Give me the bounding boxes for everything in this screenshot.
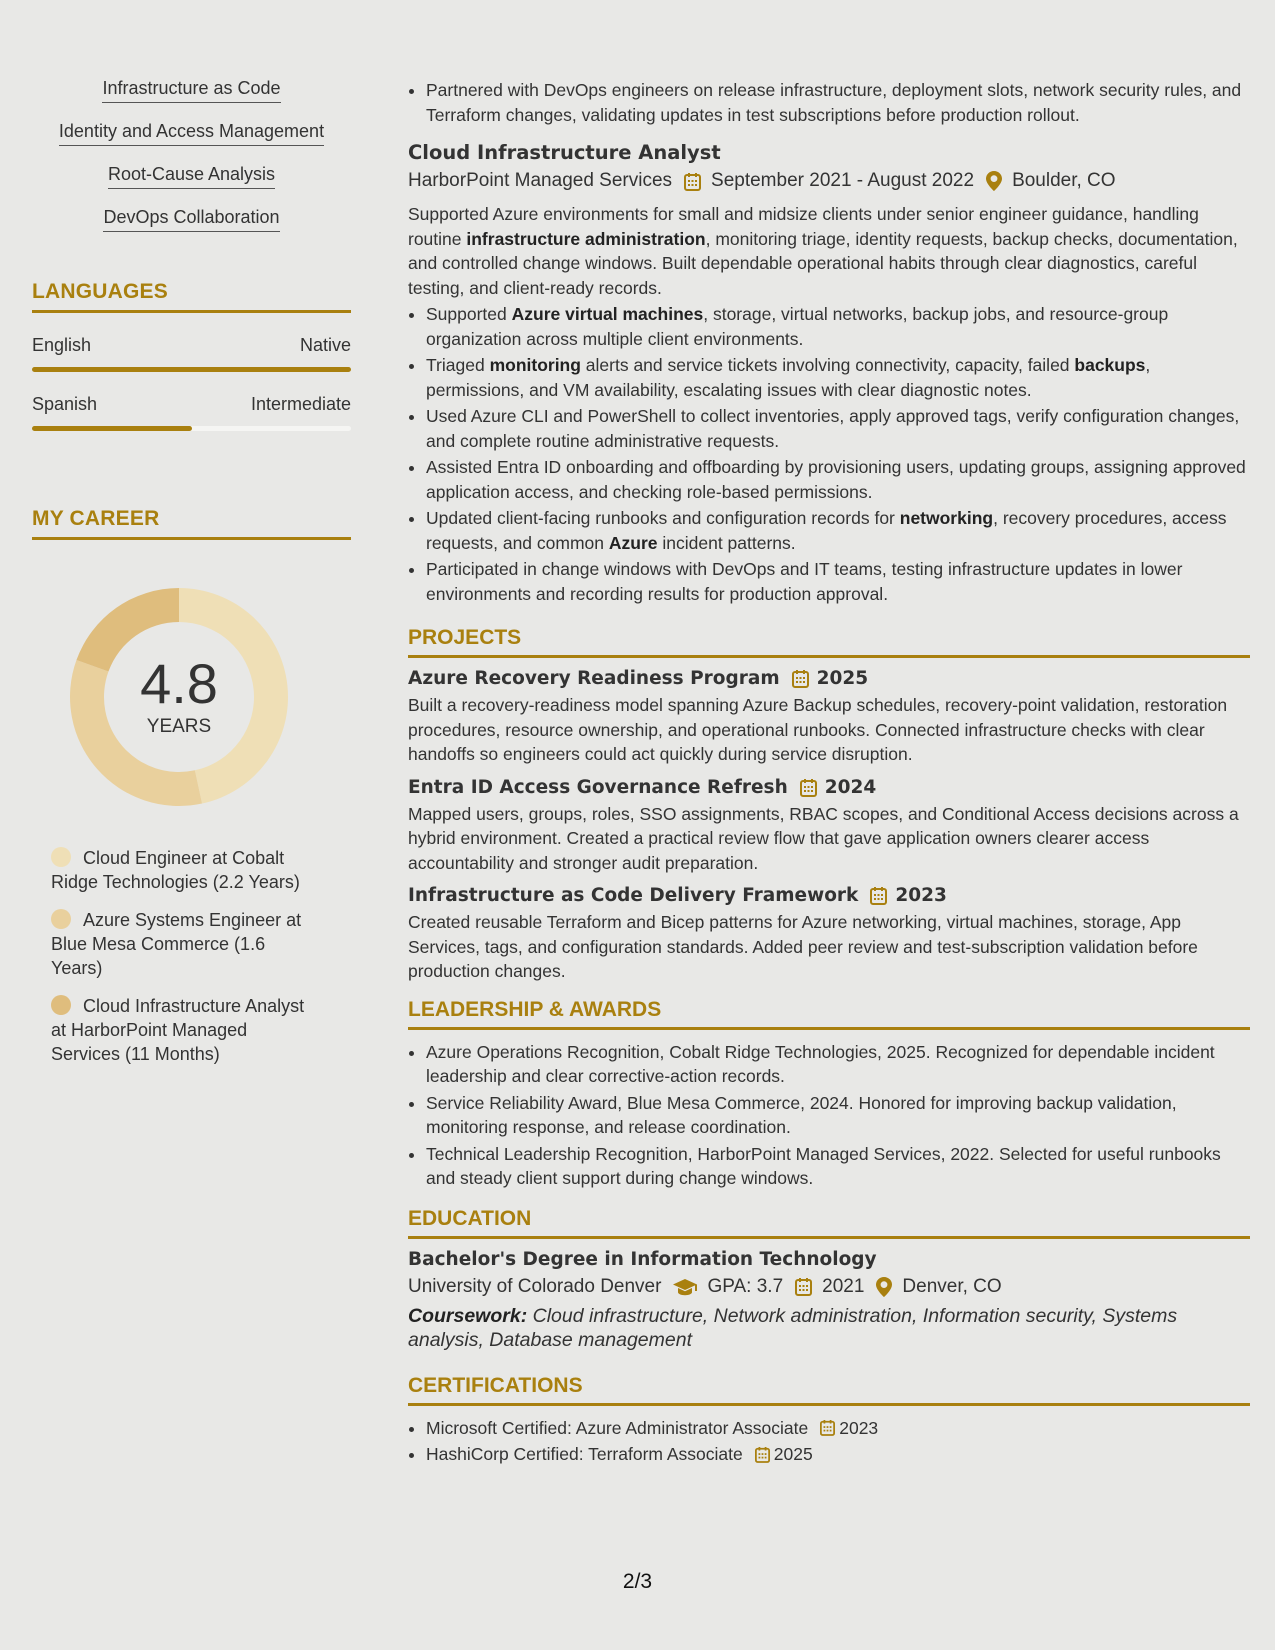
project-description: Mapped users, groups, roles, SSO assignments, RBAC scopes, and Conditional Access decisions across a hybrid environment. Created a practical review flow that gave application owners clearer access accountability and stronger audit preparation. <box>408 803 1239 873</box>
cert-name: • Microsoft Certified: Azure Administrator Associate <box>426 1417 809 1438</box>
career-total-unit: YEARS <box>146 716 212 737</box>
project-title: Infrastructure as Code Delivery Framework <box>408 885 859 906</box>
language-spanish <box>32 394 351 431</box>
project-item <box>408 668 1250 767</box>
skill-item: DevOps Collaboration <box>103 207 279 232</box>
bullet-item: • Participated in change windows with DevOps and IT teams, testing infrastructure updates in lower environments and recording results for production approval. <box>426 557 1250 606</box>
calendar-icon <box>795 1277 812 1296</box>
school-name: University of Colorado Denver <box>408 1275 662 1297</box>
project-year: 2025 <box>816 668 869 689</box>
bullet-item: • Partnered with DevOps engineers on release infrastructure, deployment slots, network security rules, and Terraform changes, validating updates in test subscriptions before production rollout. <box>426 78 1250 127</box>
degree-title: Bachelor's Degree in Information Technology <box>408 1248 877 1270</box>
graduation-cap-icon <box>673 1278 697 1296</box>
project-year: 2024 <box>824 776 877 798</box>
previous-job-bullets <box>408 78 1250 127</box>
calendar-icon <box>800 778 817 797</box>
legend-item <box>51 908 321 980</box>
awards-list <box>408 1040 1250 1191</box>
career-donut-chart <box>66 584 292 810</box>
language-level: Native <box>299 335 351 355</box>
graduation-year: 2021 <box>822 1275 865 1297</box>
legend-dot <box>51 847 71 867</box>
legend-dot <box>51 909 71 929</box>
proficiency-fill <box>32 367 351 372</box>
page-number: 2/3 <box>622 1570 653 1593</box>
calendar-icon <box>870 886 887 905</box>
project-item <box>408 885 1250 984</box>
awards-heading: LEADERSHIP & AWARDS <box>408 998 1250 1030</box>
language-name: English <box>32 335 92 355</box>
award-item: • Technical Leadership Recognition, HarborPoint Managed Services, 2022. Selected for useful runbooks and steady client support during change windows. <box>426 1142 1250 1191</box>
bullet-item: • Used Azure CLI and PowerShell to collect inventories, apply approved tags, verify configuration changes, and complete routine administrative requests. <box>426 404 1250 453</box>
award-item: • Service Reliability Award, Blue Mesa Commerce, 2024. Honored for improving backup validation, monitoring response, and release coordination. <box>426 1091 1250 1140</box>
education-heading: EDUCATION <box>408 1207 1250 1239</box>
donut-center <box>66 584 292 810</box>
certifications-heading: CERTIFICATIONS <box>408 1374 1250 1406</box>
job-meta <box>408 170 1250 192</box>
certifications-list <box>408 1416 1250 1467</box>
cert-item <box>426 1442 1250 1467</box>
project-description: Built a recovery-readiness model spanning Azure Backup schedules, recovery-point validation, restoration procedures, resource ownership, and operational runbooks. Connected infrastructure checks with clear handoffs so engineers could act quickly during service disruption. <box>408 695 1228 764</box>
sidebar <box>32 78 351 1080</box>
cert-year: 2023 <box>839 1417 879 1438</box>
cert-name: • HashiCorp Certified: Terraform Associate <box>426 1444 743 1464</box>
project-item <box>408 777 1250 876</box>
career-total-years: 4.8 <box>140 652 218 715</box>
cert-item <box>426 1416 1250 1441</box>
language-english <box>32 335 351 372</box>
legend-item <box>51 846 321 894</box>
language-level: Intermediate <box>250 394 351 414</box>
language-name: Spanish <box>32 394 98 414</box>
language-proficiency-bar <box>32 367 351 372</box>
calendar-icon <box>820 1419 835 1436</box>
calendar-icon <box>755 1446 770 1463</box>
bullet-item: • Assisted Entra ID onboarding and offboarding by provisioning users, updating groups, assigning approved application access, and checking role-based permissions. <box>426 455 1250 504</box>
coursework-label: Coursework: <box>408 1304 528 1327</box>
project-title: Entra ID Access Governance Refresh <box>408 776 788 798</box>
languages-heading: LANGUAGES <box>32 280 351 313</box>
legend-dot <box>51 995 71 1015</box>
job-title: Cloud Infrastructure Analyst <box>408 141 721 164</box>
cert-year: 2025 <box>773 1444 813 1464</box>
skill-item: Identity and Access Management <box>59 121 324 146</box>
legend-label: Cloud Infrastructure Analyst at HarborPoint Managed Services (11 Months) <box>51 996 305 1064</box>
proficiency-fill <box>32 426 192 431</box>
gpa: GPA: 3.7 <box>707 1275 784 1297</box>
project-title: Azure Recovery Readiness Program <box>408 668 780 689</box>
legend-label: Cloud Engineer at Cobalt Ridge Technologies (2.2 Years) <box>51 848 300 892</box>
language-proficiency-bar <box>32 426 351 431</box>
job-summary: Supported Azure environments for small and midsize clients under senior engineer guidance, handling routine infrastructure administration, monitoring triage, identity requests, backup checks, documentation, and controlled change windows. Built dependable operational habits through clear diagnostics, careful testing, and client-ready records. <box>408 204 1238 298</box>
main-column <box>408 78 1250 1469</box>
calendar-icon <box>792 669 809 688</box>
projects-heading: PROJECTS <box>408 626 1250 658</box>
company-name: HarborPoint Managed Services <box>408 170 673 191</box>
project-description: Created reusable Terraform and Bicep patterns for Azure networking, virtual machines, storage, App Services, tags, and configuration standards. Added peer review and test-subscription validation before production changes. <box>408 912 1198 981</box>
job-location: Boulder, CO <box>1012 170 1116 191</box>
education-meta <box>408 1276 1250 1298</box>
coursework <box>408 1304 1250 1352</box>
school-location: Denver, CO <box>902 1275 1002 1297</box>
skills-list <box>32 78 351 232</box>
legend-item <box>51 994 321 1066</box>
skill-item: Root-Cause Analysis <box>108 164 275 189</box>
job-bullets <box>408 302 1250 606</box>
map-pin-icon <box>986 171 1002 191</box>
skill-item: Infrastructure as Code <box>102 78 280 103</box>
calendar-icon <box>684 172 701 191</box>
career-heading: MY CAREER <box>32 507 351 540</box>
career-legend <box>51 846 321 1066</box>
bullet-item: • Updated client-facing runbooks and configuration records for networking, recovery procedures, access requests, and common Azure incident patterns. <box>426 506 1250 555</box>
project-year: 2023 <box>895 885 947 906</box>
legend-label: Azure Systems Engineer at Blue Mesa Commerce (1.6 Years) <box>51 910 302 978</box>
bullet-item: • Supported Azure virtual machines, storage, virtual networks, backup jobs, and resource-group organization across multiple client environments. <box>426 302 1250 351</box>
award-item: • Azure Operations Recognition, Cobalt Ridge Technologies, 2025. Recognized for dependable incident leadership and clear corrective-action records. <box>426 1040 1250 1089</box>
job-dates: September 2021 - August 2022 <box>711 170 975 191</box>
bullet-item: • Triaged monitoring alerts and service tickets involving connectivity, capacity, failed backups, permissions, and VM availability, escalating issues with clear diagnostic notes. <box>426 353 1250 402</box>
coursework-list: Cloud infrastructure, Network administration, Information security, Systems analysis, Database management <box>408 1304 1178 1351</box>
map-pin-icon <box>876 1277 892 1297</box>
